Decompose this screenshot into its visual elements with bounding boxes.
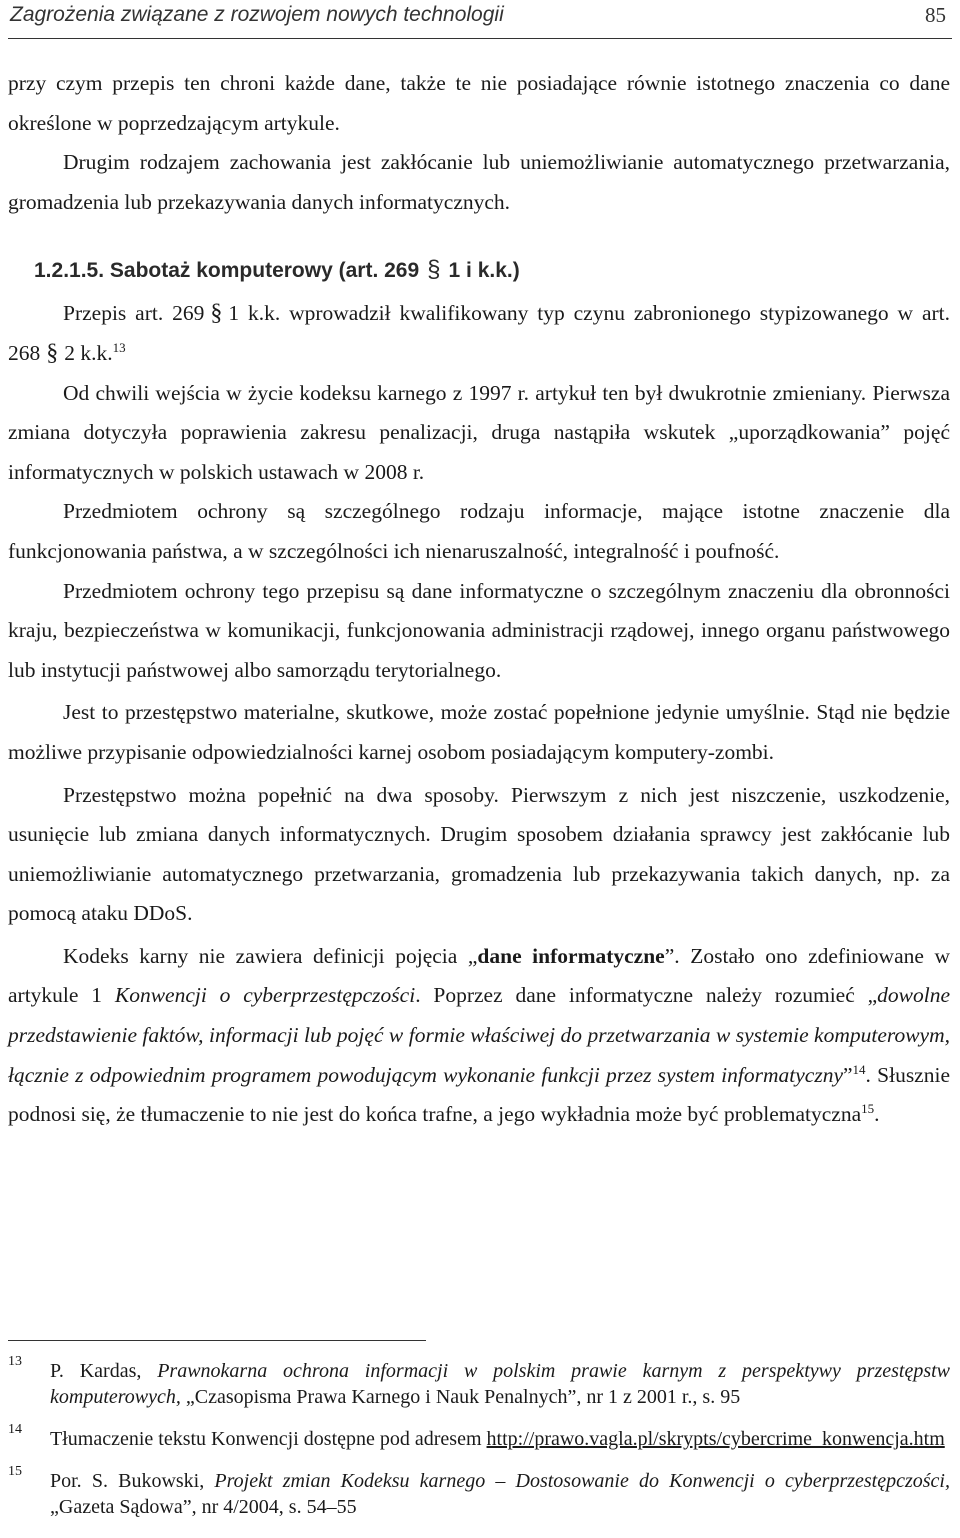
section-sign: § [210, 300, 223, 327]
term-dane-informatyczne: dane informatyczne [477, 943, 665, 968]
p9-text-3: . Poprzez dane informatyczne należy rozumieć „ [415, 983, 878, 1008]
footnote-author: Por. S. Bukowski, [50, 1470, 215, 1492]
section-title-start: Sabotaż komputerowy (art. 269 [109, 259, 420, 283]
footnote-number: 15 [8, 1464, 22, 1479]
body-text [8, 64, 950, 1135]
footnote-ref-15[interactable]: 15 [861, 1101, 875, 1117]
footnote-ref-14[interactable]: 14 [852, 1061, 866, 1077]
running-header [8, 0, 952, 39]
footnote-title: Projekt zmian Kodeksu karnego – Dostosowanie do Konwencji o cyberprzestępczości, [214, 1470, 950, 1492]
paragraph-1: przy czym przepis ten chroni każde dane, także te nie posiadające równie istotnego znaczenia co dane określone w poprzedzającym artykule. [8, 71, 950, 135]
section-sign: § [46, 339, 59, 366]
running-title: Zagrożenia związane z rozwojem nowych technologii [10, 3, 504, 26]
footnote-source: „Gazeta Sądowa”, nr 4/2004, s. 54–55 [50, 1496, 357, 1518]
footnote-author: P. Kardas, [50, 1360, 158, 1382]
p9-text-4: ” [843, 1062, 853, 1087]
section-number: 1.2.1.5. [34, 259, 105, 283]
paragraph-8: Przestępstwo można popełnić na dwa sposoby. Pierwszym z nich jest niszczenie, uszkodzenie, usunięcie lub zmiana danych informatycznych. Drugim sposobem działania sprawcy jest zakłócanie lub uniemożliwianie automatycznego przetwarzania, gromadzenia lub przekazywania takich danych, np. za pomocą ataku DDoS. [8, 782, 950, 926]
paragraph-6: Przedmiotem ochrony tego przepisu są dane informatyczne o szczególnym znaczeniu dla obronności kraju, bezpieczeństwa w komunikacji, funkcjonowania administracji rządowej, innego organu państwowego lub instytucji państwowej albo samorządu terytorialnego. [8, 578, 950, 682]
footnote-text: Tłumaczenie tekstu Konwencji dostępne pod adresem [50, 1428, 487, 1450]
paragraph-3 [8, 294, 950, 373]
footnote-13 [8, 1354, 951, 1410]
paragraph-2: Drugim rodzajem zachowania jest zakłócanie lub uniemożliwianie automatycznego przetwarzania, gromadzenia lub przekazywania danych informatycznych. [8, 150, 950, 214]
p9-text-5: . Słusznie podnosi się, że tłumaczenie to nie jest do końca trafne, a jego wykładnia może być problematyczna [8, 1062, 950, 1127]
footnote-14 [8, 1422, 950, 1452]
footnote-number: 14 [8, 1422, 22, 1437]
section-heading [34, 250, 950, 291]
convention-title: Konwencji o cyberprzestępczości [114, 983, 416, 1008]
p3-text-3: 2 k.k. [64, 340, 113, 365]
footnote-source: „Czasopisma Prawa Karnego i Nauk Penalnych”, nr 1 z 2001 r., s. 95 [180, 1386, 741, 1408]
section-sign: § [427, 256, 441, 284]
p9-text-2: ”. Zostało ono zdefiniowane w artykule 1 [8, 943, 950, 1008]
p9-text-6: . [874, 1102, 880, 1127]
paragraph-7: Jest to przestępstwo materialne, skutkowe, może zostać popełnione jedynie umyślnie. Stąd nie będzie możliwe przypisanie odpowiedzialności karnej osobom posiadającym komputery-zombi. [8, 700, 950, 764]
paragraph-9 [8, 937, 950, 1135]
p3-text-2: 1 k.k. wprowadził kwalifikowany typ czynu zabronionego stypizowanego w art. 268 [8, 301, 950, 365]
definition-quote: dowolne przedstawienie faktów, informacji lub pojęć w formie właściwej do przetwarzania w systemie komputerowym, łącznie z odpowiednim programem powodującym wykonanie funkcji przez system informatyczny [8, 983, 951, 1087]
footnote-number: 13 [8, 1354, 22, 1369]
footnote-divider [8, 1340, 426, 1341]
footnotes [8, 1354, 951, 1536]
section-title-end: 1 i k.k.) [448, 259, 520, 283]
footnote-title: Prawnokarna ochrona informacji w polskim prawie karnym z perspektywy przestępstw komputerowych, [50, 1360, 951, 1408]
paragraph-4: Od chwili wejścia w życie kodeksu karnego z 1997 r. artykuł ten był dwukrotnie zmieniany. Pierwsza zmiana dotyczyła poprawienia zakresu penalizacji, druga nastąpiła wskutek „uporządkowania” pojęć informatycznych w polskich ustawach w 2008 r. [8, 380, 950, 484]
page-number: 85 [925, 3, 946, 27]
paragraph-5: Przedmiotem ochrony są szczególnego rodzaju informacje, mające istotne znaczenie dla funkcjonowania państwa, a w szczególności ich nienaruszalność, integralność i poufność. [8, 499, 950, 563]
footnote-ref-13[interactable]: 13 [112, 339, 126, 355]
p9-text-1: Kodeks karny nie zawiera definicji pojęcia „ [63, 943, 478, 968]
convention-link[interactable]: http://prawo.vagla.pl/skrypts/cybercrime_konwencja.htm [486, 1428, 945, 1450]
p3-text-1: Przepis art. 269 [63, 301, 205, 326]
footnote-15 [8, 1464, 950, 1520]
